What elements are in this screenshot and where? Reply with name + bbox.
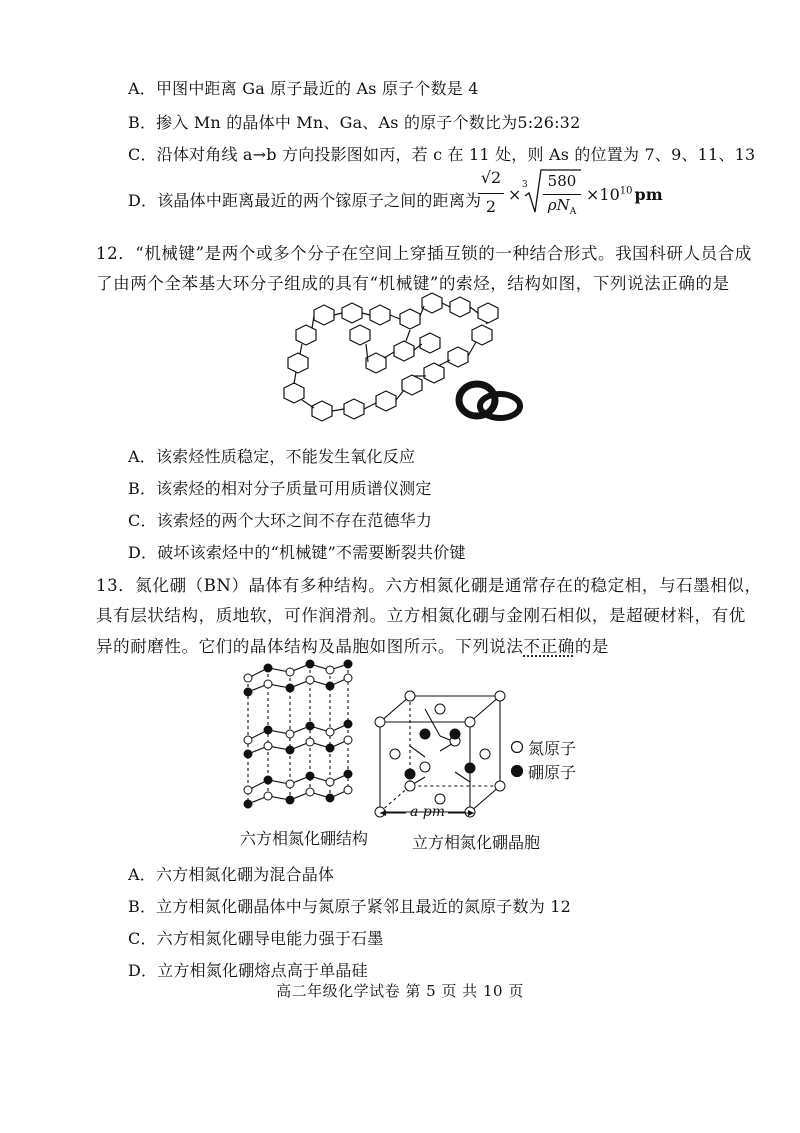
frac-denominator: 2 (485, 197, 497, 216)
frac-bar (478, 193, 504, 194)
q12-stem-line2: 了由两个全苯基大环分子组成的具有“机械键”的索烃，结构如图，下列说法正确的是 (96, 274, 730, 293)
legend-boron-label: 硼原子 (528, 763, 577, 782)
q11-option-c: C．沿体对角线 a→b 方向投影图如丙，若 c 在 11 处，则 As 的位置为 7、9、11、13 (128, 145, 756, 164)
frac-numerator: √2 (480, 168, 502, 187)
q13-stem-line1: 13．氮化硼（BN）晶体有多种结构。六方相氮化硼是通常存在的稳定相，与石墨相似， (96, 576, 762, 595)
cubic-bn-caption: 立方相氮化硼晶胞 (412, 833, 541, 852)
catenane-structure-figure (272, 296, 532, 426)
benzene-ring (284, 293, 498, 421)
page-footer: 高二年级化学试卷 第 5 页 共 10 页 (276, 982, 524, 1000)
power-of-ten: $\times 10^{10}$ pm (586, 185, 663, 204)
q13-stem-line3: 异的耐磨性。它们的晶体结构及晶胞如图所示。下列说法不正确的是 (96, 637, 610, 656)
emphasis-not-correct: 不正确 (523, 637, 575, 656)
q12-stem-line1: 12．“机械键”是两个或多个分子在空间上穿插互锁的一种结合形式。我国科研人员合成 (96, 244, 752, 263)
q11-option-a: A．甲图中距离 Ga 原子最近的 As 原子个数是 4 (128, 79, 479, 98)
nitrogen-atom-icon (510, 740, 524, 754)
root-index: 3 (522, 180, 528, 190)
q13-stem-line2: 具有层状结构，质地软，可作润滑剂。立方相氮化硼与金刚石相似，是超硬材料，有优 (96, 606, 746, 625)
hexagonal-bn-structure-figure (238, 662, 368, 812)
q13-option-a: A．六方相氮化硼为混合晶体 (128, 865, 335, 884)
interlocked-rings-icon (459, 384, 520, 418)
legend-nitrogen-label: 氮原子 (528, 739, 577, 758)
root-denominator: $\rho N_A$ (547, 196, 577, 217)
q13-option-c: C．六方相氮化硼导电能力强于石墨 (128, 929, 384, 948)
root-frac-bar (543, 194, 581, 195)
boron-atom-icon (510, 764, 524, 778)
q13-option-b: B．立方相氮化硼晶体中与氮原子紧邻且最近的氮原子数为 12 (128, 897, 572, 916)
q11-option-d-text: D．该晶体中距离最近的两个镓原子之间的距离为 (128, 191, 482, 210)
q12-option-c: C．该索烃的两个大环之间不存在范德华力 (128, 511, 433, 530)
hexagonal-bn-caption: 六方相氮化硼结构 (240, 829, 369, 848)
dimension-label: a pm (410, 804, 446, 820)
q13-option-d: D．立方相氮化硼熔点高于单晶硅 (128, 961, 368, 980)
root-numerator: 580 (547, 172, 577, 190)
q12-option-a: A．该索烃性质稳定，不能发生氧化反应 (128, 447, 416, 466)
times-sign: × (508, 185, 522, 204)
q12-option-d: D．破坏该索烃中的“机械键”不需要断裂共价键 (128, 543, 466, 562)
cubic-bn-cell-figure (376, 690, 511, 820)
q11-option-b: B．掺入 Mn 的晶体中 Mn、Ga、As 的原子个数比为5:26:32 (128, 113, 581, 132)
q12-option-b: B．该索烃的相对分子质量可用质谱仪测定 (128, 479, 432, 498)
